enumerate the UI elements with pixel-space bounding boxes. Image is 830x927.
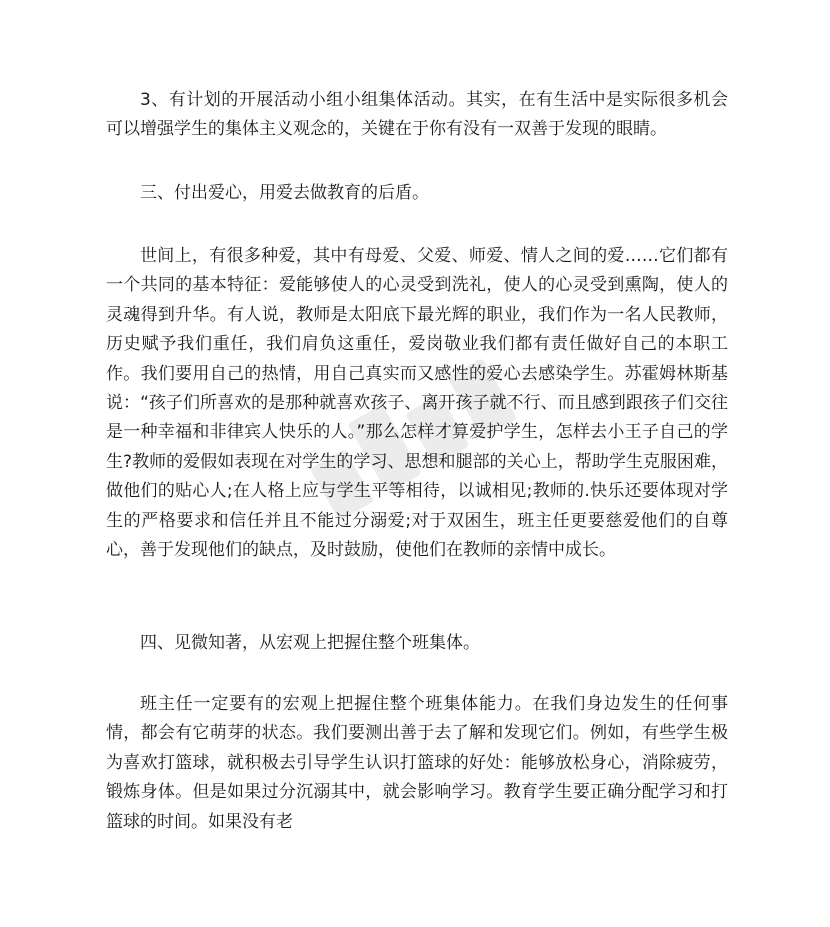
paragraph-love: 世间上，有很多种爱，其中有母爱、父爱、师爱、情人之间的爱……它们都有一个共同的基本特征：爱能够使人的心灵受到洗礼，使人的心灵受到熏陶，使人的灵魂得到升华。有人说，教师是太阳底下最光辉的职业，我们作为一名人民教师，历史赋予我们重任，我们肩负这重任，爱岗敬业我们都有责任做好自己的本职工作。我们要用自己的热情，用自己真实而又感性的爱心去感染学生。苏霍姆林斯基说：“孩子们所喜欢的是那种就喜欢孩子、离开孩子就不行、而且感到跟孩子们交往是一种幸福和非律宾人快乐的人。”那么怎样才算爱护学生，怎样去小王子自己的学生?教师的爱假如表现在对学生的学习、思想和腿部的关心上，帮助学生克服困难，做他们的贴心人;在人格上应与学生平等相待，以诚相见;教师的.快乐还要体现对学生的严格要求和信任并且不能过分溺爱;对于双困生，班主任更要慈爱他们的自尊心，善于发现他们的缺点，及时鼓励，使他们在教师的亲情中成长。	[106, 246, 728, 561]
section-heading-macro: 四、见微知著，从宏观上把握住整个班集体。	[140, 633, 480, 653]
paragraph-macro: 班主任一定要有的宏观上把握住整个班集体能力。在我们身边发生的任何事情，都会有它萌芽的状态。我们要测出善于去了解和发现它们。例如，有些学生极为喜欢打篮球，就积极去引导学生认识打篮球的好处：能够放松身心，消除疲劳，锻炼身体。但是如果过分沉溺其中，就会影响学习。教育学生要正确分配学习和打篮球的时间。如果没有老	[106, 694, 728, 832]
section-heading-love: 三、付出爱心，用爱去做教育的后盾。	[140, 183, 429, 203]
paragraph-activities: 3、有计划的开展活动小组小组集体活动。其实，在有生活中是实际很多机会可以增强学生的集体主义观念的，关键在于你有没有一双善于发现的眼睛。	[106, 90, 728, 140]
